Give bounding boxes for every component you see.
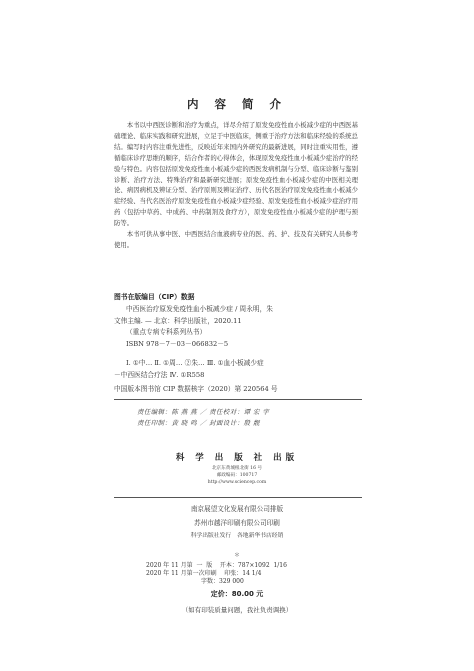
intro-paragraph-2: 本书可供从事中医、中西医结合血液病专业的医、药、护、技及有关研究人员参考使用。 <box>114 230 358 249</box>
staff-line-1: 责任编辑：陈 燕 燕 ／ 责任校对：谭 宏 宇 <box>137 408 270 416</box>
printer: 苏州市越洋印刷有限公司印刷 <box>194 519 280 527</box>
divider-top <box>114 399 362 400</box>
distribution: 科学出版社发行 各地新华书店经销 <box>190 533 284 539</box>
edition-line-2: 2020 年 11 月第一次印刷 印张：14 1/4 <box>146 570 262 577</box>
publisher-postcode: 邮政编码：100717 <box>216 473 258 478</box>
cip-line-1: 中西医治疗原发免疫性血小板减少症 / 周永明，朱 <box>126 305 273 313</box>
cip-isbn: ISBN 978－7－03－066832－5 <box>126 339 229 348</box>
edition-line-1: 2020 年 11 月第 一 版 开本：787×1092 1/16 <box>146 562 287 569</box>
edition-line-3: 字数：329 000 <box>201 578 244 585</box>
page-title: 内 容 简 介 <box>186 97 287 111</box>
cip-class-2: －中西医结合疗法 Ⅳ. ①R558 <box>114 370 205 379</box>
publisher-website: http://www.sciencep.com <box>207 480 267 485</box>
cip-line-2: 文伟主编. — 北京：科学出版社，2020.11 <box>114 316 242 325</box>
separator-star: ＊ <box>233 552 240 559</box>
publisher-address: 北京东黄城根北街 16 号 <box>211 466 263 471</box>
cip-class-1: Ⅰ. ①中… Ⅱ. ①周… ②朱… Ⅲ. ①血小板减少症 <box>126 359 264 367</box>
cip-line-3: （重点专病专科系列丛书） <box>126 328 207 336</box>
typesetter: 南京展望文化发展有限公司排版 <box>190 505 284 513</box>
publisher-name: 科 学 出 版 社 出版 <box>175 453 299 463</box>
divider-bottom <box>114 497 362 498</box>
cip-record <box>114 304 362 381</box>
cip-heading: 图书在版编目（CIP）数据 <box>114 293 195 301</box>
introduction <box>114 120 358 251</box>
intro-paragraph-1: 本书以中西医诊断和治疗为重点，详尽介绍了原发免疫性血小板减少症的中西医基础理论、临床实践和研究进展，立足于中医临床，侧重于治疗方法和临床经验的系统总结。编写时内容注重先进性，反映近年来国内外研究的最新进展，同时注重实用性，遵循临床诊疗思维的顺序，结合作者的心得体会，体现原发免疫性血小板减少症治疗的经验与特色。内容包括原发免疫性血小板减少症的西医发病机制与分型、临床诊断与鉴别诊断、治疗方法、特殊治疗和最新研究进展；原发免疫性血小板减少症的中医相关理论、病因病机及辨证分型、治疗原则及辨证治疗、历代名医治疗原发免疫性血小板减少症经验、当代名医治疗原发免疫性血小板减少症经验、原发免疫性血小板减少症治疗用药（包括中草药、中成药、中药制剂及食疗方），原发免疫性血小板减少症的护理与预防等。 <box>114 121 358 228</box>
staff-line-2: 责任印制：黄 晓 鸣 ／ 封面设计：殷 靓 <box>137 419 260 427</box>
cip-data-number: 中国版本图书馆 CIP 数据核字（2020）第 220564 号 <box>114 385 278 393</box>
quality-notice: （如有印装质量问题，我社负责调换） <box>181 606 293 614</box>
price: 定价：80.00 元 <box>210 590 264 598</box>
